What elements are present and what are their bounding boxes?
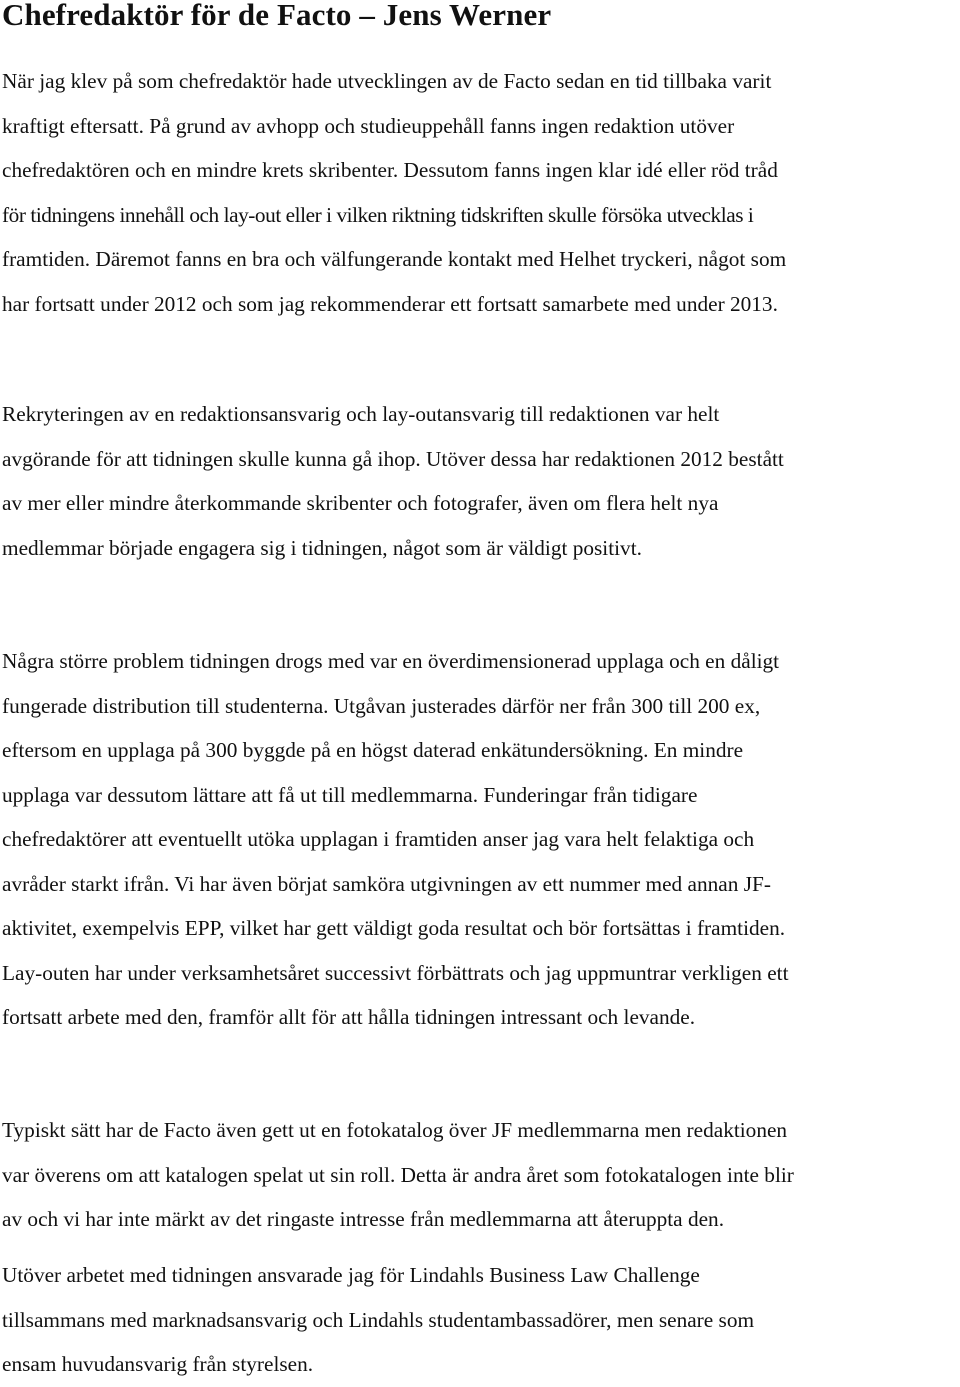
paragraph-line: har fortsatt under 2012 och som jag rekommenderar ett fortsatt samarbete med under 2013. xyxy=(2,291,778,316)
paragraph-line: tillsammans med marknadsansvarig och Lindahls studentambassadörer, men senare som xyxy=(2,1307,755,1332)
paragraph-line: avråder starkt ifrån. Vi har även börjat samköra utgivningen av ett nummer med annan JF- xyxy=(2,871,771,896)
paragraph-line: eftersom en upplaga på 300 byggde på en högst daterad enkätundersökning. En mindre xyxy=(2,738,744,762)
paragraph-line: ensam huvudansvarig från styrelsen. xyxy=(2,1352,314,1376)
paragraph-line: av och vi har inte märkt av det ringaste intresse från medlemmarna att återuppta den. xyxy=(2,1207,725,1231)
paragraph-line: fortsatt arbete med den, framför allt för att hålla tidningen intressant och levande. xyxy=(2,1005,696,1029)
paragraph-line: chefredaktören och en mindre krets skribenter. Dessutom fanns ingen klar idé eller röd tråd xyxy=(2,158,778,182)
paragraph-line: Rekryteringen av en redaktionsansvarig och lay-outansvarig till redaktionen var helt xyxy=(2,402,720,426)
paragraph-photo-catalog xyxy=(2,1108,794,1242)
paragraph-recruitment xyxy=(2,392,784,570)
paragraph-line: När jag klev på som chefredaktör hade utvecklingen av de Facto sedan en tid tillbaka varit xyxy=(2,69,772,93)
paragraph-line: var överens om att katalogen spelat ut sin roll. Detta är andra året som fotokatalogen inte blir xyxy=(2,1162,794,1187)
paragraph-line: Lay-outen har under verksamhetsåret successivt förbättrats och jag uppmuntrar verkligen ett xyxy=(2,960,789,985)
paragraph-line: Några större problem tidningen drogs med var en överdimensionerad upplaga och en dåligt xyxy=(2,649,780,673)
paragraph-line: medlemmar började engagera sig i tidningen, något som är väldigt positivt. xyxy=(2,535,642,560)
paragraph-law-challenge xyxy=(2,1253,754,1387)
paragraph-line: avgörande för att tidningen skulle kunna gå ihop. Utöver dessa har redaktionen 2012 bestått xyxy=(2,446,784,471)
paragraph-line: aktivitet, exempelvis EPP, vilket har gett väldigt goda resultat och bör fortsättas i framtiden. xyxy=(2,916,786,940)
paragraph-line: kraftigt eftersatt. På grund av avhopp och studieuppehåll fanns ingen redaktion utöver xyxy=(2,113,735,138)
paragraph-intro xyxy=(2,59,786,326)
paragraph-line: framtiden. Däremot fanns en bra och välfungerande kontakt med Helhet tryckeri, något som xyxy=(2,247,787,271)
page-title: Chefredaktör för de Facto – Jens Werner xyxy=(2,0,552,32)
paragraph-problems xyxy=(2,639,789,1040)
paragraph-line: för tidningens innehåll och lay-out eller i vilken riktning tidskriften skulle försöka utvecklas i xyxy=(2,202,754,227)
paragraph-line: chefredaktörer att eventuellt utöka upplagan i framtiden anser jag vara helt felaktiga och xyxy=(2,827,755,851)
paragraph-line: av mer eller mindre återkommande skribenter och fotografer, även om flera helt nya xyxy=(2,491,719,515)
paragraph-line: Utöver arbetet med tidningen ansvarade jag för Lindahls Business Law Challenge xyxy=(2,1263,700,1287)
paragraph-line: upplaga var dessutom lättare att få ut till medlemmarna. Funderingar från tidigare xyxy=(2,782,698,807)
paragraph-line: Typiskt sätt har de Facto även gett ut en fotokatalog över JF medlemmarna men redaktionen xyxy=(2,1118,788,1142)
paragraph-line: fungerade distribution till studenterna. Utgåvan justerades därför ner från 300 till 200 ex, xyxy=(2,693,761,718)
